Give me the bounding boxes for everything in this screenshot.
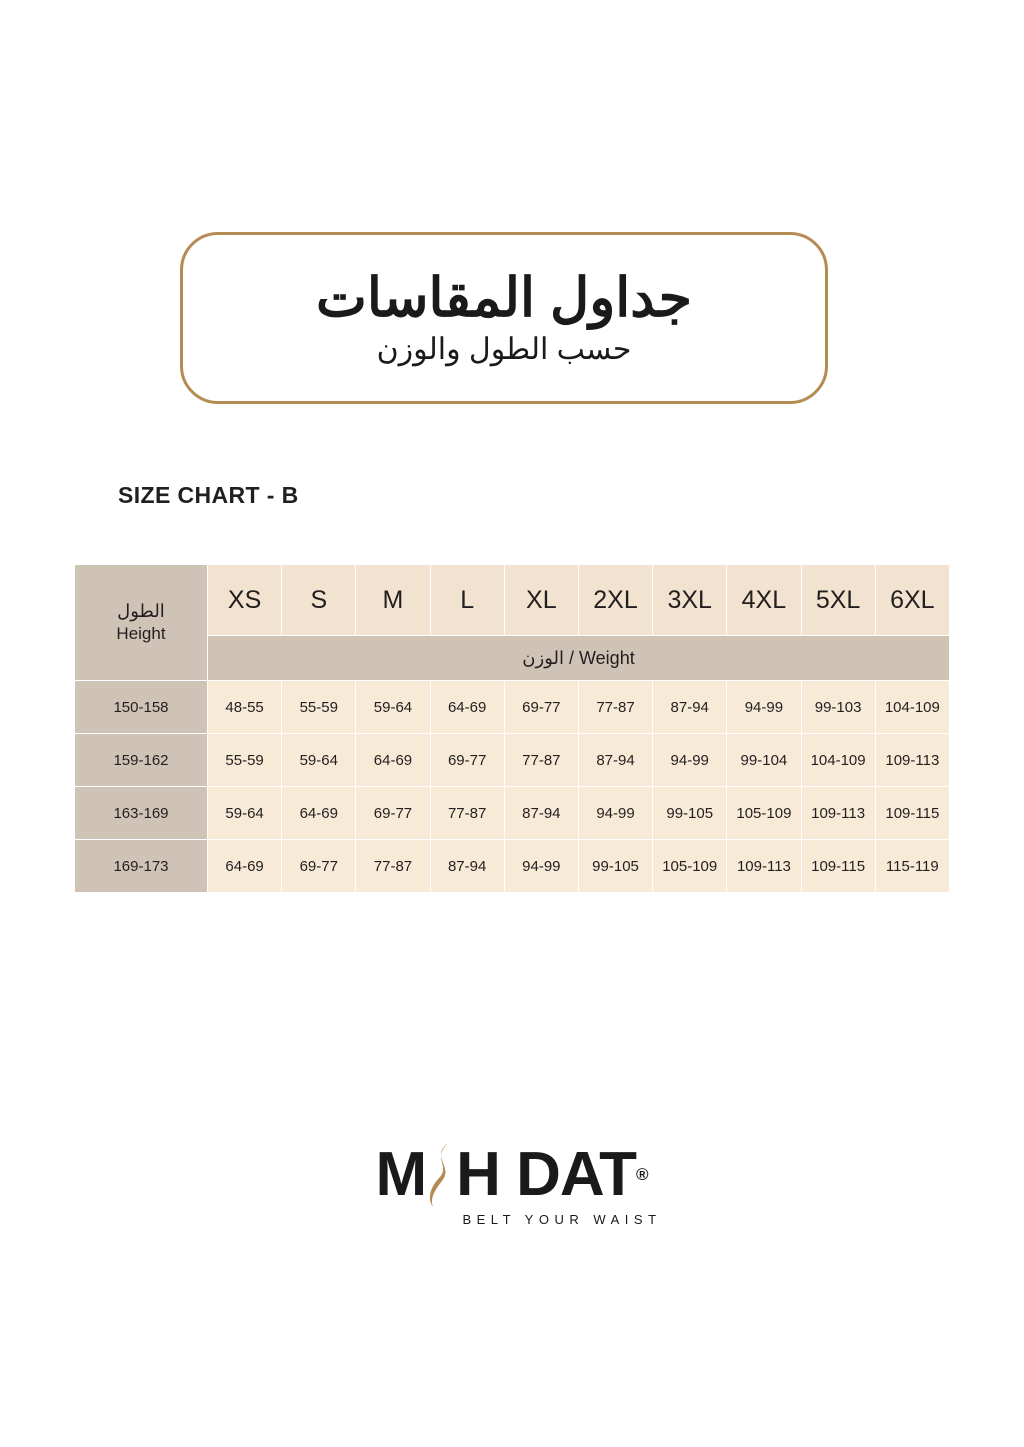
weight-range-cell: 77-87 <box>356 840 430 893</box>
weight-range-cell: 59-64 <box>208 787 282 840</box>
weight-range-cell: 59-64 <box>282 734 356 787</box>
weight-range-cell: 55-59 <box>282 681 356 734</box>
table-row <box>75 787 950 840</box>
weight-range-cell: 55-59 <box>208 734 282 787</box>
size-chart-container <box>74 564 950 893</box>
height-header-english: Height <box>116 624 166 644</box>
size-column-header: 3XL <box>653 565 727 636</box>
size-column-header: L <box>430 565 504 636</box>
weight-range-cell: 105-109 <box>727 787 801 840</box>
size-column-header: XL <box>504 565 578 636</box>
weight-range-cell: 94-99 <box>578 787 652 840</box>
weight-range-cell: 64-69 <box>356 734 430 787</box>
weight-range-cell: 94-99 <box>653 734 727 787</box>
size-column-header: 6XL <box>875 565 949 636</box>
weight-band-label: الوزن / Weight <box>208 636 950 681</box>
weight-range-cell: 115-119 <box>875 840 949 893</box>
weight-range-cell: 105-109 <box>653 840 727 893</box>
weight-range-cell: 77-87 <box>430 787 504 840</box>
weight-range-cell: 94-99 <box>727 681 801 734</box>
size-chart-table <box>74 564 950 893</box>
title-banner <box>180 232 828 404</box>
table-row <box>75 681 950 734</box>
weight-range-cell: 69-77 <box>356 787 430 840</box>
table-row <box>75 734 950 787</box>
weight-range-cell: 99-105 <box>653 787 727 840</box>
page-subtitle: حسب الطول والوزن <box>376 332 632 366</box>
weight-range-cell: 99-105 <box>578 840 652 893</box>
weight-range-cell: 87-94 <box>430 840 504 893</box>
weight-range-cell: 109-115 <box>801 840 875 893</box>
logo-swoosh-icon <box>424 1141 458 1209</box>
weight-range-cell: 87-94 <box>504 787 578 840</box>
weight-range-cell: 99-104 <box>727 734 801 787</box>
weight-range-cell: 64-69 <box>208 840 282 893</box>
size-column-header: XS <box>208 565 282 636</box>
height-value-cell: 150-158 <box>75 681 208 734</box>
logo-wordmark <box>375 1140 648 1210</box>
brand-logo <box>0 1140 1024 1227</box>
logo-registered-mark: ® <box>635 1165 649 1184</box>
weight-range-cell: 69-77 <box>282 840 356 893</box>
weight-range-cell: 104-109 <box>875 681 949 734</box>
logo-text-part2: H DAT <box>456 1140 636 1209</box>
height-header-arabic: الطول <box>117 600 165 621</box>
size-column-header: 2XL <box>578 565 652 636</box>
weight-range-cell: 69-77 <box>504 681 578 734</box>
weight-range-cell: 109-113 <box>801 787 875 840</box>
weight-range-cell: 64-69 <box>282 787 356 840</box>
size-column-header: M <box>356 565 430 636</box>
weight-range-cell: 87-94 <box>653 681 727 734</box>
logo-tagline: BELT YOUR WAIST <box>462 1212 662 1227</box>
logo-text-part1: M <box>375 1140 427 1209</box>
weight-range-cell: 48-55 <box>208 681 282 734</box>
size-column-header: 5XL <box>801 565 875 636</box>
weight-range-cell: 87-94 <box>578 734 652 787</box>
weight-range-cell: 99-103 <box>801 681 875 734</box>
weight-range-cell: 104-109 <box>801 734 875 787</box>
weight-range-cell: 59-64 <box>356 681 430 734</box>
weight-range-cell: 77-87 <box>504 734 578 787</box>
weight-range-cell: 109-113 <box>875 734 949 787</box>
height-value-cell: 163-169 <box>75 787 208 840</box>
size-column-header: S <box>282 565 356 636</box>
weight-range-cell: 94-99 <box>504 840 578 893</box>
weight-range-cell: 109-113 <box>727 840 801 893</box>
weight-range-cell: 109-115 <box>875 787 949 840</box>
page-title: جداول المقاسات <box>315 268 693 329</box>
weight-range-cell: 64-69 <box>430 681 504 734</box>
section-heading: SIZE CHART - B <box>118 482 299 508</box>
height-value-cell: 159-162 <box>75 734 208 787</box>
height-column-header <box>75 565 208 681</box>
table-header-row <box>75 565 950 636</box>
table-row <box>75 840 950 893</box>
weight-range-cell: 77-87 <box>578 681 652 734</box>
weight-range-cell: 69-77 <box>430 734 504 787</box>
height-value-cell: 169-173 <box>75 840 208 893</box>
size-column-header: 4XL <box>727 565 801 636</box>
